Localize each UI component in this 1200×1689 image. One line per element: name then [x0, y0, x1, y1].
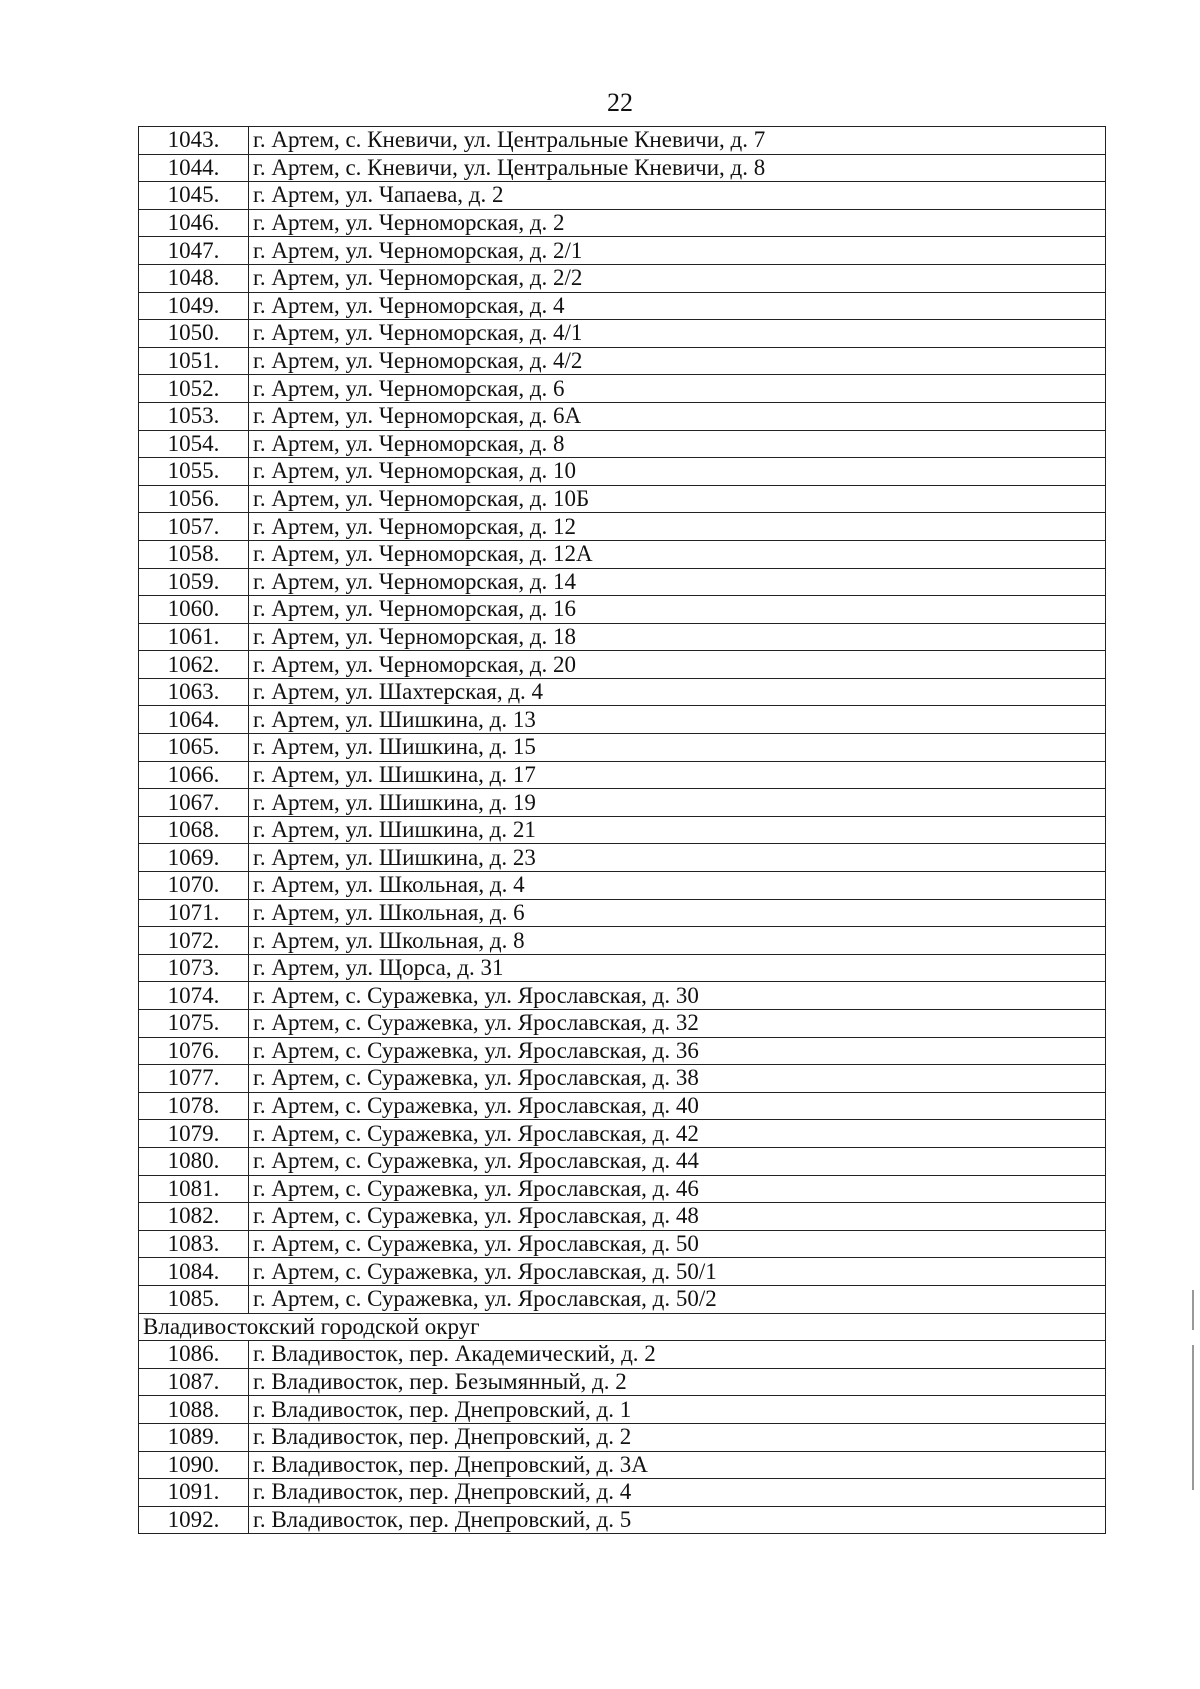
row-address: г. Артем, ул. Шахтерская, д. 4 — [249, 678, 1106, 706]
row-number: 1089. — [139, 1423, 249, 1451]
row-number: 1048. — [139, 264, 249, 292]
row-number: 1060. — [139, 596, 249, 624]
table-row — [139, 430, 1106, 458]
row-number: 1065. — [139, 734, 249, 762]
table-row — [139, 154, 1106, 182]
row-number: 1044. — [139, 154, 249, 182]
row-number: 1085. — [139, 1285, 249, 1313]
row-address: г. Артем, ул. Шишкина, д. 13 — [249, 706, 1106, 734]
row-number: 1051. — [139, 347, 249, 375]
table-row — [139, 623, 1106, 651]
row-address: г. Артем, ул. Черноморская, д. 4/1 — [249, 320, 1106, 348]
table-row — [139, 375, 1106, 403]
row-number: 1083. — [139, 1230, 249, 1258]
row-address: г. Артем, ул. Черноморская, д. 10 — [249, 458, 1106, 486]
row-number: 1067. — [139, 789, 249, 817]
row-address: г. Артем, ул. Черноморская, д. 2/2 — [249, 264, 1106, 292]
table-row — [139, 1258, 1106, 1286]
row-address: г. Артем, с. Суражевка, ул. Ярославская, д. 38 — [249, 1065, 1106, 1093]
section-row — [139, 1313, 1106, 1341]
row-number: 1086. — [139, 1341, 249, 1369]
row-number: 1069. — [139, 844, 249, 872]
scan-edge-line — [1192, 1345, 1194, 1490]
row-number: 1070. — [139, 872, 249, 900]
row-address: г. Артем, с. Суражевка, ул. Ярославская, д. 50/1 — [249, 1258, 1106, 1286]
row-address: г. Артем, ул. Щорса, д. 31 — [249, 954, 1106, 982]
table-row — [139, 1010, 1106, 1038]
table-row — [139, 899, 1106, 927]
row-address: г. Владивосток, пер. Безымянный, д. 2 — [249, 1368, 1106, 1396]
table-row — [139, 816, 1106, 844]
table-row — [139, 734, 1106, 762]
row-address: г. Артем, ул. Черноморская, д. 12 — [249, 513, 1106, 541]
table-row — [139, 596, 1106, 624]
table-row — [139, 1368, 1106, 1396]
row-number: 1075. — [139, 1010, 249, 1038]
scan-edge-line — [1192, 1290, 1194, 1330]
row-address: г. Артем, ул. Черноморская, д. 2 — [249, 209, 1106, 237]
row-number: 1052. — [139, 375, 249, 403]
row-number: 1056. — [139, 485, 249, 513]
table-row — [139, 568, 1106, 596]
table-row — [139, 264, 1106, 292]
row-number: 1079. — [139, 1120, 249, 1148]
table-row — [139, 182, 1106, 210]
row-number: 1091. — [139, 1479, 249, 1507]
page-number: 22 — [607, 88, 633, 117]
row-number: 1082. — [139, 1203, 249, 1231]
row-address: г. Артем, ул. Черноморская, д. 8 — [249, 430, 1106, 458]
row-address: г. Артем, ул. Черноморская, д. 6А — [249, 402, 1106, 430]
row-number: 1047. — [139, 237, 249, 265]
row-address: г. Артем, ул. Черноморская, д. 10Б — [249, 485, 1106, 513]
table-row — [139, 292, 1106, 320]
row-number: 1045. — [139, 182, 249, 210]
table-row — [139, 1285, 1106, 1313]
table-row — [139, 844, 1106, 872]
row-address: г. Артем, ул. Чапаева, д. 2 — [249, 182, 1106, 210]
row-number: 1084. — [139, 1258, 249, 1286]
row-number: 1055. — [139, 458, 249, 486]
table-row — [139, 706, 1106, 734]
table-row — [139, 982, 1106, 1010]
row-address: г. Артем, ул. Шишкина, д. 23 — [249, 844, 1106, 872]
row-number: 1061. — [139, 623, 249, 651]
table-row — [139, 209, 1106, 237]
row-address: г. Артем, с. Суражевка, ул. Ярославская, д. 36 — [249, 1037, 1106, 1065]
row-address: г. Артем, с. Суражевка, ул. Ярославская, д. 30 — [249, 982, 1106, 1010]
address-table-body — [139, 127, 1106, 1534]
row-number: 1072. — [139, 927, 249, 955]
row-address: г. Артем, с. Суражевка, ул. Ярославская, д. 42 — [249, 1120, 1106, 1148]
row-address: г. Артем, ул. Черноморская, д. 2/1 — [249, 237, 1106, 265]
table-row — [139, 651, 1106, 679]
row-number: 1062. — [139, 651, 249, 679]
row-number: 1066. — [139, 761, 249, 789]
row-number: 1046. — [139, 209, 249, 237]
row-number: 1050. — [139, 320, 249, 348]
table-row — [139, 320, 1106, 348]
table-row — [139, 1175, 1106, 1203]
table-row — [139, 678, 1106, 706]
row-number: 1043. — [139, 127, 249, 155]
row-address: г. Артем, с. Суражевка, ул. Ярославская, д. 46 — [249, 1175, 1106, 1203]
row-number: 1073. — [139, 954, 249, 982]
row-number: 1053. — [139, 402, 249, 430]
table-row — [139, 1506, 1106, 1534]
row-number: 1049. — [139, 292, 249, 320]
table-row — [139, 1065, 1106, 1093]
row-address: г. Владивосток, пер. Днепровский, д. 3А — [249, 1451, 1106, 1479]
row-address: г. Артем, ул. Шишкина, д. 15 — [249, 734, 1106, 762]
row-address: г. Артем, с. Суражевка, ул. Ярославская, д. 50 — [249, 1230, 1106, 1258]
row-address: г. Артем, ул. Шишкина, д. 19 — [249, 789, 1106, 817]
row-number: 1057. — [139, 513, 249, 541]
row-number: 1077. — [139, 1065, 249, 1093]
table-row — [139, 872, 1106, 900]
table-row — [139, 789, 1106, 817]
table-row — [139, 1120, 1106, 1148]
table-row — [139, 513, 1106, 541]
row-number: 1078. — [139, 1092, 249, 1120]
table-row — [139, 127, 1106, 155]
row-number: 1092. — [139, 1506, 249, 1534]
table-row — [139, 485, 1106, 513]
table-row — [139, 1147, 1106, 1175]
table-row — [139, 1479, 1106, 1507]
row-address: г. Владивосток, пер. Днепровский, д. 5 — [249, 1506, 1106, 1534]
table-row — [139, 761, 1106, 789]
table-row — [139, 1203, 1106, 1231]
table-row — [139, 1423, 1106, 1451]
table-row — [139, 1037, 1106, 1065]
row-address: г. Артем, с. Кневичи, ул. Центральные Кневичи, д. 8 — [249, 154, 1106, 182]
row-number: 1088. — [139, 1396, 249, 1424]
row-address: г. Артем, ул. Черноморская, д. 20 — [249, 651, 1106, 679]
address-table — [138, 126, 1106, 1534]
row-number: 1054. — [139, 430, 249, 458]
section-title: Владивостокский городской округ — [139, 1313, 1106, 1341]
row-address: г. Артем, с. Суражевка, ул. Ярославская, д. 48 — [249, 1203, 1106, 1231]
row-address: г. Артем, с. Суражевка, ул. Ярославская, д. 40 — [249, 1092, 1106, 1120]
table-row — [139, 927, 1106, 955]
row-number: 1058. — [139, 540, 249, 568]
table-row — [139, 402, 1106, 430]
row-address: г. Артем, ул. Школьная, д. 8 — [249, 927, 1106, 955]
row-number: 1090. — [139, 1451, 249, 1479]
table-row — [139, 1341, 1106, 1369]
row-address: г. Владивосток, пер. Днепровский, д. 1 — [249, 1396, 1106, 1424]
table-row — [139, 1092, 1106, 1120]
row-address: г. Артем, ул. Черноморская, д. 4/2 — [249, 347, 1106, 375]
row-address: г. Артем, ул. Черноморская, д. 16 — [249, 596, 1106, 624]
table-row — [139, 1451, 1106, 1479]
row-address: г. Артем, ул. Черноморская, д. 18 — [249, 623, 1106, 651]
row-address: г. Артем, с. Суражевка, ул. Ярославская, д. 32 — [249, 1010, 1106, 1038]
table-row — [139, 954, 1106, 982]
row-address: г. Артем, с. Кневичи, ул. Центральные Кневичи, д. 7 — [249, 127, 1106, 155]
row-address: г. Артем, ул. Черноморская, д. 6 — [249, 375, 1106, 403]
row-number: 1068. — [139, 816, 249, 844]
table-row — [139, 237, 1106, 265]
row-number: 1087. — [139, 1368, 249, 1396]
row-number: 1063. — [139, 678, 249, 706]
table-row — [139, 458, 1106, 486]
row-address: г. Артем, ул. Шишкина, д. 21 — [249, 816, 1106, 844]
row-number: 1071. — [139, 899, 249, 927]
row-address: г. Артем, с. Суражевка, ул. Ярославская, д. 44 — [249, 1147, 1106, 1175]
table-row — [139, 1396, 1106, 1424]
row-number: 1074. — [139, 982, 249, 1010]
row-address: г. Артем, ул. Школьная, д. 6 — [249, 899, 1106, 927]
table-row — [139, 347, 1106, 375]
row-address: г. Артем, ул. Шишкина, д. 17 — [249, 761, 1106, 789]
row-number: 1080. — [139, 1147, 249, 1175]
row-number: 1064. — [139, 706, 249, 734]
row-address: г. Владивосток, пер. Днепровский, д. 2 — [249, 1423, 1106, 1451]
row-address: г. Артем, ул. Черноморская, д. 4 — [249, 292, 1106, 320]
row-address: г. Артем, ул. Черноморская, д. 12А — [249, 540, 1106, 568]
row-address: г. Артем, с. Суражевка, ул. Ярославская, д. 50/2 — [249, 1285, 1106, 1313]
table-row — [139, 540, 1106, 568]
row-address: г. Владивосток, пер. Академический, д. 2 — [249, 1341, 1106, 1369]
row-address: г. Артем, ул. Школьная, д. 4 — [249, 872, 1106, 900]
row-address: г. Артем, ул. Черноморская, д. 14 — [249, 568, 1106, 596]
row-number: 1076. — [139, 1037, 249, 1065]
row-number: 1081. — [139, 1175, 249, 1203]
table-row — [139, 1230, 1106, 1258]
row-address: г. Владивосток, пер. Днепровский, д. 4 — [249, 1479, 1106, 1507]
row-number: 1059. — [139, 568, 249, 596]
